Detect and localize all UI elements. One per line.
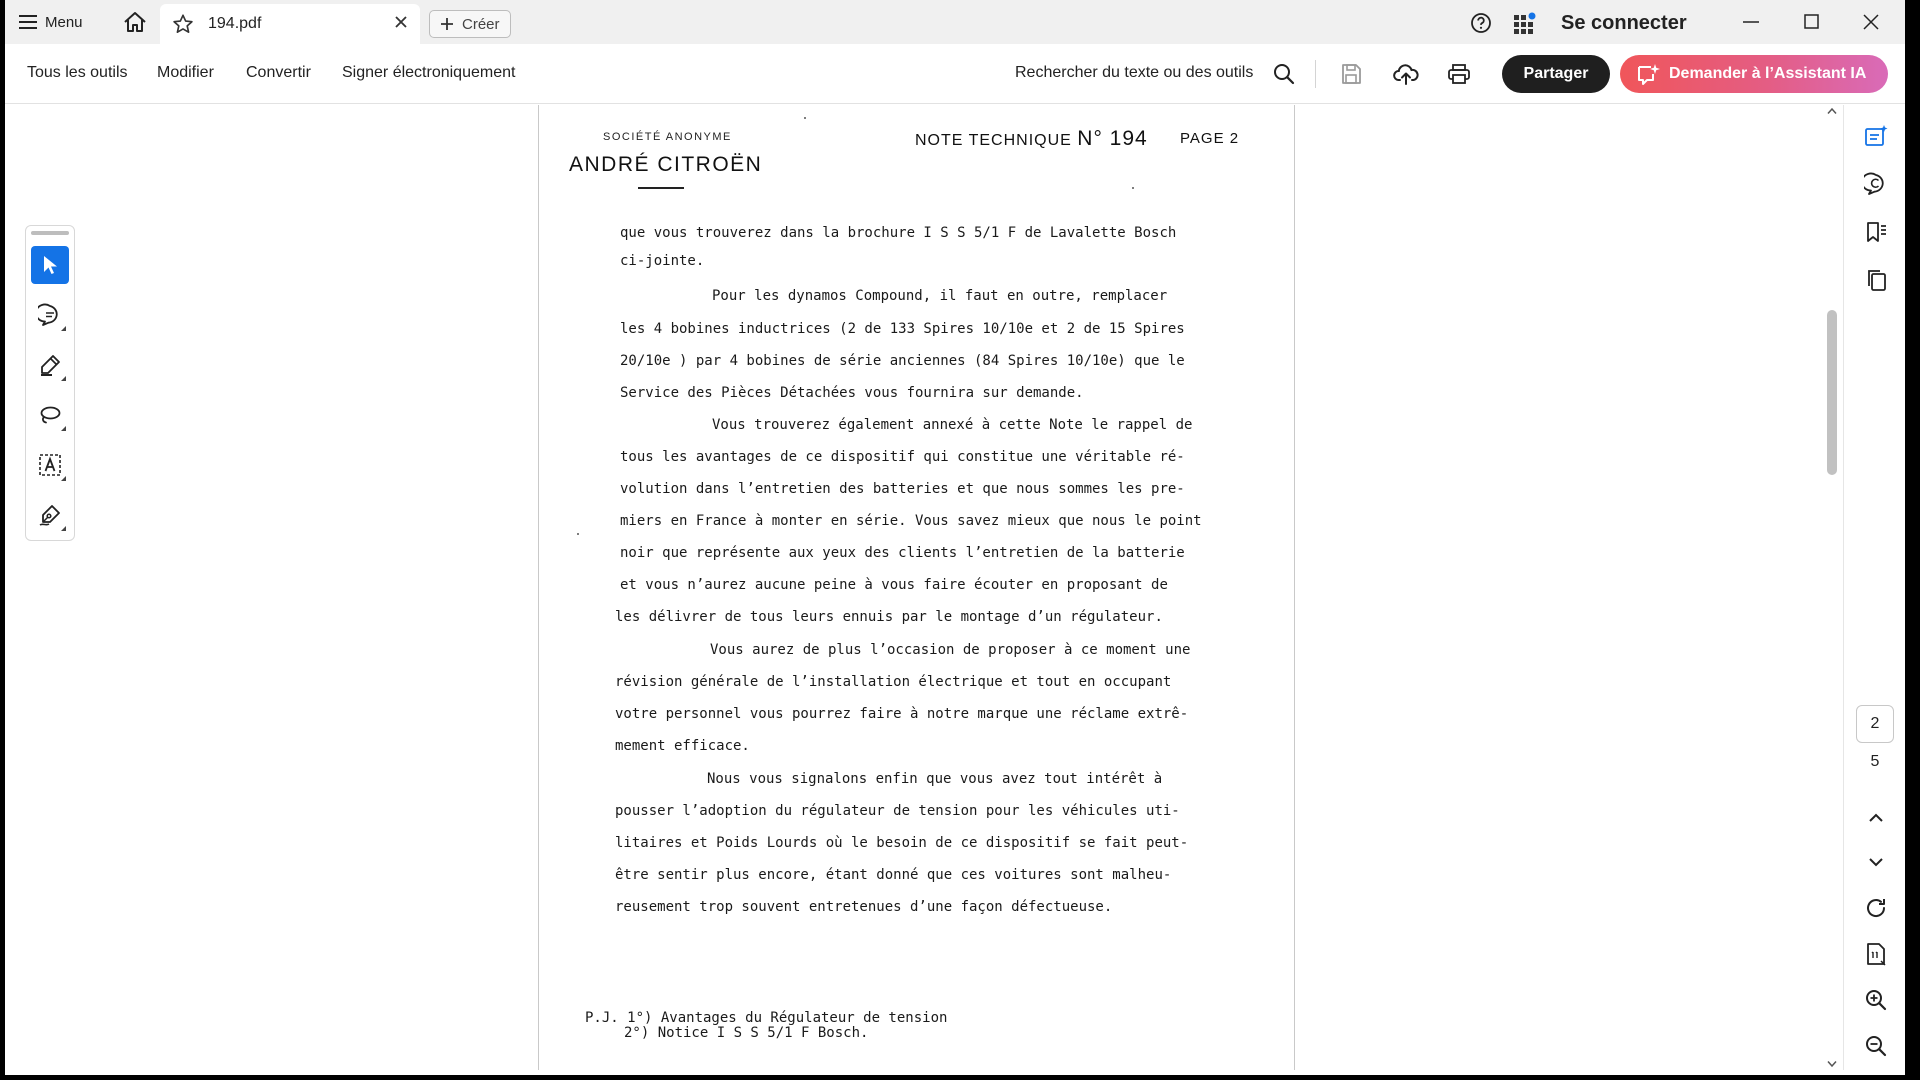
- chevron-down-icon: [1868, 857, 1884, 867]
- text-line: révision générale de l’installation électrique et tout en occupant: [615, 674, 1172, 690]
- zoom-out-icon: [1864, 1034, 1888, 1058]
- home-icon: [123, 11, 147, 33]
- text-line: tous les avantages de ce dispositif qui constitue une véritable ré-: [620, 449, 1185, 465]
- zoom-in-icon: [1864, 988, 1888, 1012]
- text-line: litaires et Poids Lourds où le besoin de ce dispositif se fait peut-: [615, 835, 1189, 851]
- note-title: [915, 127, 1148, 151]
- add-comment-icon: [38, 303, 62, 327]
- next-page-button[interactable]: [1863, 849, 1889, 875]
- text-line: pousser l’adoption du régulateur de tension pour les véhicules uti-: [615, 803, 1180, 819]
- text-line: reusement trop souvent entretenues d’une façon défectueuse.: [615, 899, 1113, 915]
- scroll-down-icon[interactable]: [1827, 1060, 1837, 1068]
- text-line: ci-jointe.: [620, 253, 705, 269]
- close-tab-icon[interactable]: [394, 15, 408, 29]
- ai-assistant-label: Demander à l’Assistant IA: [1669, 65, 1867, 82]
- app-window: [5, 0, 1905, 1075]
- cloud-upload-icon[interactable]: [1393, 62, 1419, 86]
- all-tools-menu[interactable]: Tous les outils: [27, 64, 128, 81]
- scrollbar-thumb[interactable]: [1827, 310, 1837, 475]
- sign-pen-icon: [38, 503, 62, 527]
- chevron-up-icon: [1868, 813, 1884, 823]
- convert-menu[interactable]: Convertir: [246, 64, 311, 81]
- total-pages: 5: [1870, 753, 1880, 770]
- tool-options-indicator: [61, 326, 66, 331]
- comment-tool[interactable]: [31, 296, 69, 334]
- page-fit-button[interactable]: [1863, 941, 1889, 967]
- highlight-tool[interactable]: [31, 346, 69, 384]
- text-line: Nous vous signalons enfin que vous avez tout intérêt à: [707, 771, 1163, 787]
- print-icon[interactable]: [1447, 62, 1471, 86]
- comments-button[interactable]: [1863, 171, 1889, 197]
- share-button[interactable]: Partager: [1502, 55, 1610, 93]
- right-rail: [1843, 105, 1905, 1070]
- e-sign-menu[interactable]: Signer électroniquement: [342, 64, 516, 81]
- rotate-icon: [1864, 896, 1888, 920]
- tool-options-indicator: [61, 526, 66, 531]
- main-toolbar: [5, 44, 1905, 104]
- company-name: ANDRÉ CITROËN: [569, 153, 763, 176]
- copy-pages-icon: [1864, 268, 1888, 292]
- text-line: Vous trouverez également annexé à cette Note le rappel de: [712, 417, 1193, 433]
- create-label: Créer: [462, 15, 500, 33]
- ai-assistant-button[interactable]: [1620, 55, 1888, 93]
- tool-options-indicator: [61, 426, 66, 431]
- text-line: 20/10e ) par 4 bobines de série anciennes (84 Spires 10/10e) que le: [620, 353, 1185, 369]
- apps-grid-icon[interactable]: [1513, 12, 1537, 34]
- text-line: et vous n’aurez aucune peine à vous faire écouter en proposant de: [620, 577, 1168, 593]
- attachment-line-1: P.J. 1°) Avantages du Régulateur de tension: [585, 1010, 948, 1026]
- tools-panel-grip[interactable]: [31, 231, 69, 235]
- text-line: volution dans l’entretien des batteries et que nous sommes les pre-: [620, 481, 1185, 497]
- scan-speck: [577, 533, 579, 535]
- zoom-in-button[interactable]: [1863, 987, 1889, 1013]
- page-fit-icon: [1864, 942, 1888, 966]
- text-line: miers en France à monter en série. Vous savez mieux que nous le point: [620, 513, 1202, 529]
- text-box-icon: [38, 453, 62, 477]
- company-subtitle: SOCIÉTÉ ANONYME: [603, 131, 732, 143]
- current-page-input[interactable]: 2: [1856, 705, 1894, 743]
- select-arrow-icon: [40, 254, 60, 276]
- save-icon[interactable]: [1339, 62, 1363, 86]
- edit-menu[interactable]: Modifier: [157, 64, 214, 81]
- title-bar: [5, 0, 1905, 44]
- text-line: mement efficace.: [615, 738, 750, 754]
- tool-options-indicator: [61, 376, 66, 381]
- zoom-out-button[interactable]: [1863, 1033, 1889, 1059]
- pdf-page: [538, 105, 1295, 1070]
- text-line: Service des Pièces Détachées vous fournira sur demande.: [620, 385, 1084, 401]
- tool-options-indicator: [61, 476, 66, 481]
- tools-panel: [25, 225, 75, 541]
- note-prefix: NOTE TECHNIQUE: [915, 132, 1072, 149]
- close-window-icon[interactable]: [1857, 10, 1885, 34]
- menu-label: Menu: [45, 13, 83, 31]
- sign-in-link[interactable]: Se connecter: [1561, 12, 1687, 34]
- text-line: les délivrer de tous leurs ennuis par le montage d’un régulateur.: [615, 609, 1163, 625]
- note-number: N° 194: [1077, 127, 1148, 150]
- header-rule: [638, 187, 684, 189]
- bookmarks-icon: [1864, 220, 1888, 244]
- search-tools-label[interactable]: Rechercher du texte ou des outils: [1015, 64, 1254, 81]
- organize-pages-button[interactable]: [1863, 267, 1889, 293]
- text-line: Vous aurez de plus l’occasion de proposer à ce moment une: [710, 642, 1191, 658]
- ai-generate-icon: [1864, 124, 1888, 148]
- rotate-button[interactable]: [1863, 895, 1889, 921]
- text-line: noir que représente aux yeux des clients l’entretien de la batterie: [620, 545, 1185, 561]
- create-button[interactable]: [429, 10, 511, 38]
- toolbar-divider: [1315, 60, 1316, 88]
- attachment-line-2: 2°) Notice I S S 5/1 F Bosch.: [624, 1025, 869, 1041]
- vertical-scrollbar[interactable]: [1823, 105, 1841, 1070]
- star-icon[interactable]: [172, 13, 194, 35]
- text-line: Pour les dynamos Compound, il faut en outre, remplacer: [712, 288, 1168, 304]
- bookmarks-button[interactable]: [1863, 219, 1889, 245]
- ai-generate-button[interactable]: [1863, 123, 1889, 149]
- page-label: PAGE 2: [1180, 130, 1240, 147]
- home-button[interactable]: [121, 8, 149, 36]
- scan-speck: [1132, 187, 1134, 189]
- sign-tool[interactable]: [31, 496, 69, 534]
- hamburger-icon: [19, 15, 37, 29]
- select-tool[interactable]: [31, 246, 69, 284]
- draw-lasso-icon: [38, 403, 62, 427]
- scan-speck: [804, 117, 806, 119]
- tab-title: 194.pdf: [208, 15, 262, 32]
- text-line: être sentir plus encore, étant donné que ces voitures sont malheu-: [615, 867, 1172, 883]
- scroll-up-icon[interactable]: [1827, 107, 1837, 115]
- text-line: votre personnel vous pourrez faire à notre marque une réclame extrê-: [615, 706, 1189, 722]
- help-icon[interactable]: [1470, 12, 1492, 34]
- maximize-icon[interactable]: [1797, 12, 1825, 32]
- plus-icon: [440, 17, 454, 31]
- draw-tool[interactable]: [31, 396, 69, 434]
- text-line: que vous trouverez dans la brochure I S S 5/1 F de Lavalette Bosch: [620, 225, 1177, 241]
- ai-assistant-icon: [1636, 63, 1660, 85]
- menu-button[interactable]: [19, 10, 83, 34]
- highlight-pen-icon: [38, 353, 62, 377]
- previous-page-button[interactable]: [1863, 805, 1889, 831]
- text-box-tool[interactable]: [31, 446, 69, 484]
- search-icon[interactable]: [1272, 62, 1296, 86]
- text-line: les 4 bobines inductrices (2 de 133 Spires 10/10e et 2 de 15 Spires: [620, 321, 1185, 337]
- comment-list-icon: [1864, 172, 1888, 196]
- document-viewport[interactable]: [5, 105, 1843, 1070]
- document-tab[interactable]: [160, 4, 420, 44]
- minimize-icon[interactable]: [1737, 12, 1765, 32]
